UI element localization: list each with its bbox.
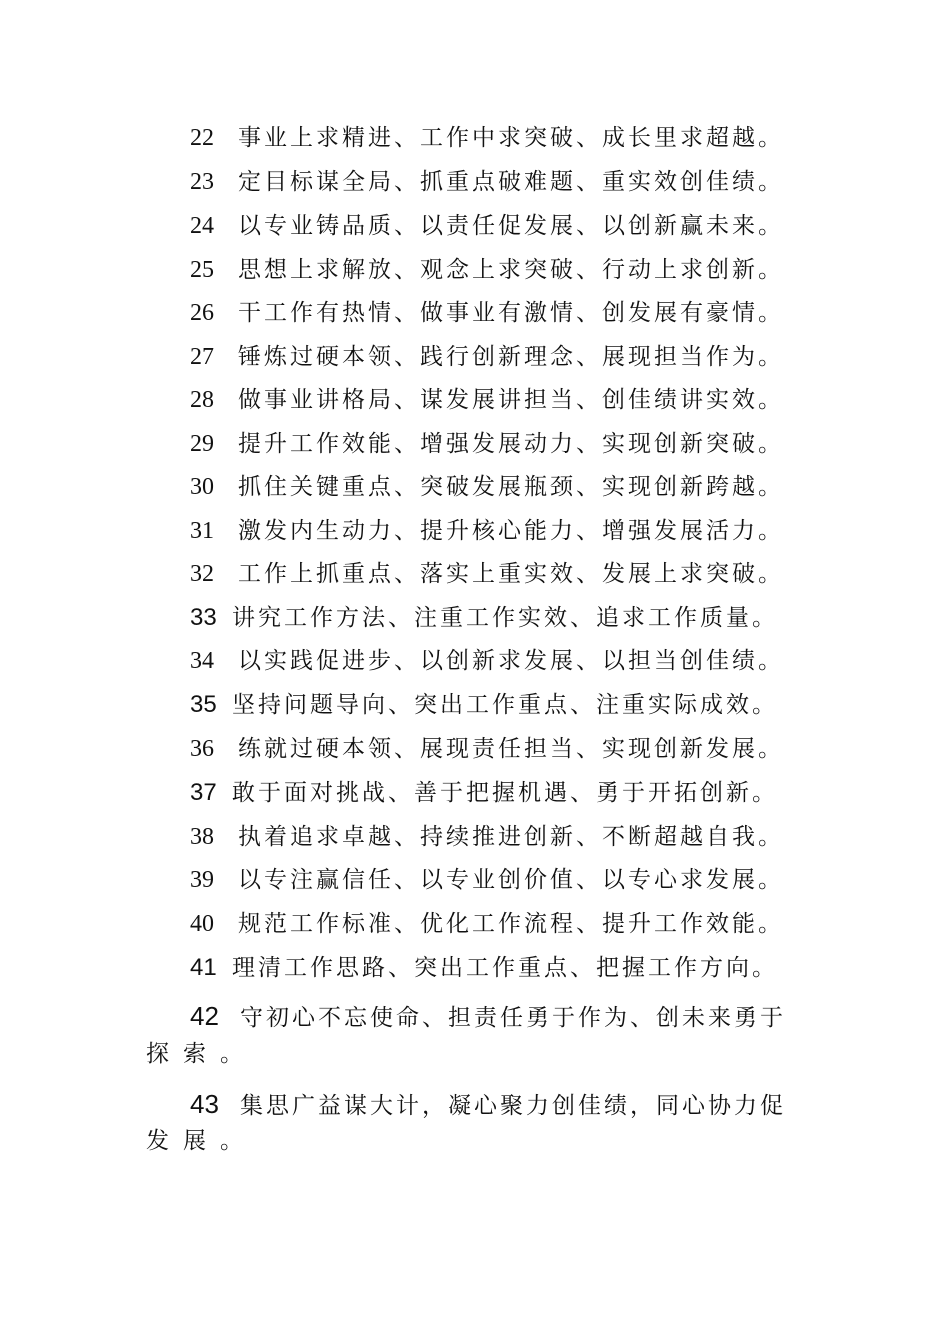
list-item [190, 685, 778, 725]
item-number: 43 [190, 1089, 219, 1119]
item-text: 思想上求解放、观念上求突破、行动上求创新。 [238, 257, 784, 283]
item-number: 22 [190, 125, 214, 151]
list-item [190, 817, 784, 857]
list-item [190, 206, 784, 246]
item-text: 提升工作效能、增强发展动力、实现创新突破。 [238, 431, 784, 457]
item-text: 以实践促进步、以创新求发展、以担当创佳绩。 [238, 648, 784, 674]
list-item [190, 948, 778, 988]
item-number: 23 [190, 169, 214, 195]
item-text: 敢于面对挑战、善于把握机遇、勇于开拓创新。 [232, 780, 778, 806]
item-number: 29 [190, 431, 214, 457]
item-text: 定目标谋全局、抓重点破难题、重实效创佳绩。 [238, 169, 784, 195]
list-item [190, 162, 784, 202]
item-text: 事业上求精进、工作中求突破、成长里求超越。 [238, 125, 784, 151]
item-text: 坚持问题导向、突出工作重点、注重实际成效。 [232, 692, 778, 718]
item-number: 32 [190, 561, 214, 587]
list-item [190, 511, 784, 551]
item-text: 工作上抓重点、落实上重实效、发展上求突破。 [238, 561, 784, 587]
list-item [190, 380, 784, 420]
item-number: 24 [190, 213, 214, 239]
item-number: 40 [190, 911, 214, 937]
item-text: 守初心不忘使命、担责任勇于作为、创未来勇于 [240, 1005, 786, 1031]
item-text: 讲究工作方法、注重工作实效、追求工作质量。 [232, 605, 778, 631]
list-item [190, 250, 784, 290]
item-number: 27 [190, 344, 214, 370]
item-text-continuation: 发展。 [146, 1128, 257, 1154]
item-number: 26 [190, 300, 214, 326]
list-item [190, 904, 784, 944]
item-number: 35 [190, 691, 217, 718]
item-text-continuation: 探索。 [146, 1041, 257, 1067]
item-text: 理清工作思路、突出工作重点、把握工作方向。 [232, 955, 778, 981]
item-number: 42 [190, 1001, 219, 1031]
list-item [190, 467, 784, 507]
item-number: 39 [190, 867, 214, 893]
item-number: 34 [190, 648, 214, 674]
list-item [190, 598, 778, 638]
item-text: 抓住关键重点、突破发展瓶颈、实现创新跨越。 [238, 474, 784, 500]
list-item [190, 729, 784, 769]
list-item-wrapped [190, 1084, 786, 1124]
item-number: 30 [190, 474, 214, 500]
item-number: 25 [190, 257, 214, 283]
item-text: 干工作有热情、做事业有激情、创发展有豪情。 [238, 300, 784, 326]
item-number: 36 [190, 736, 214, 762]
item-text: 规范工作标准、优化工作流程、提升工作效能。 [238, 911, 784, 937]
item-number: 31 [190, 518, 214, 544]
item-text: 集思广益谋大计，凝心聚力创佳绩，同心协力促 [240, 1093, 786, 1119]
item-number: 38 [190, 824, 214, 850]
item-text: 执着追求卓越、持续推进创新、不断超越自我。 [238, 824, 784, 850]
item-text: 以专业铸品质、以责任促发展、以创新赢未来。 [238, 213, 784, 239]
item-text: 做事业讲格局、谋发展讲担当、创佳绩讲实效。 [238, 387, 784, 413]
item-number: 28 [190, 387, 214, 413]
item-text: 锤炼过硬本领、践行创新理念、展现担当作为。 [238, 344, 784, 370]
item-text: 激发内生动力、提升核心能力、增强发展活力。 [238, 518, 784, 544]
list-item [190, 860, 784, 900]
item-number: 37 [190, 779, 217, 806]
item-number: 41 [190, 954, 217, 981]
list-item [190, 554, 784, 594]
item-text: 以专注赢信任、以专业创价值、以专心求发展。 [238, 867, 784, 893]
list-item [190, 337, 784, 377]
list-item [190, 773, 778, 813]
item-text: 练就过硬本领、展现责任担当、实现创新发展。 [238, 736, 784, 762]
list-item-wrapped [190, 996, 786, 1036]
list-item [190, 293, 784, 333]
list-item [190, 424, 784, 464]
list-item [190, 641, 784, 681]
item-number: 33 [190, 604, 217, 631]
list-item [190, 118, 784, 158]
